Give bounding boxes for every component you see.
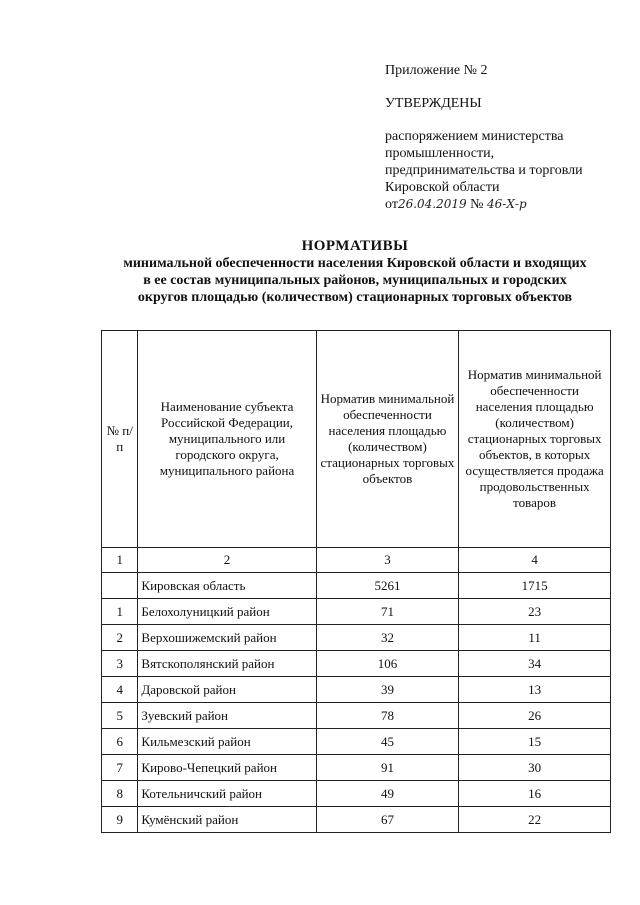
header-food-norm: Норматив минимальной обеспеченности населения площадью (количеством) стационарных торговых объектов, в которых осуществляется продажа продовольственных товаров xyxy=(459,331,611,548)
appendix-label: Приложение № 2 xyxy=(385,63,488,78)
table-row xyxy=(102,625,611,651)
row-total: 67 xyxy=(316,807,459,833)
row-number: 7 xyxy=(102,755,138,781)
row-food: 15 xyxy=(459,729,611,755)
row-name: Котельничский район xyxy=(138,781,316,807)
row-name: Кильмезский район xyxy=(138,729,316,755)
document-title: НОРМАТИВЫ xyxy=(301,238,409,254)
row-food: 34 xyxy=(459,651,611,677)
document-subtitle-line: в ее состав муниципальных районов, муниципальных и городских xyxy=(143,273,567,288)
row-number: 9 xyxy=(102,807,138,833)
table-row xyxy=(102,755,611,781)
row-total: 106 xyxy=(316,651,459,677)
row-food: 1715 xyxy=(459,573,611,599)
column-number: 4 xyxy=(459,548,611,573)
document-heading xyxy=(95,238,615,306)
table-row xyxy=(102,651,611,677)
approval-block xyxy=(385,62,625,213)
row-number xyxy=(102,573,138,599)
row-total: 39 xyxy=(316,677,459,703)
date-prefix: от xyxy=(385,197,398,212)
row-total: 71 xyxy=(316,599,459,625)
row-total: 78 xyxy=(316,703,459,729)
table-row xyxy=(102,599,611,625)
approval-line: промышленности, xyxy=(385,146,495,161)
norms-table xyxy=(101,330,611,833)
table-row xyxy=(102,677,611,703)
row-food: 22 xyxy=(459,807,611,833)
header-number: № п/п xyxy=(102,331,138,548)
row-total: 45 xyxy=(316,729,459,755)
handwritten-number: 46-Х-р xyxy=(487,197,527,211)
number-prefix: № xyxy=(470,197,484,212)
handwritten-date: 26.04.2019 xyxy=(397,197,467,211)
row-food: 11 xyxy=(459,625,611,651)
row-number: 2 xyxy=(102,625,138,651)
table-row xyxy=(102,781,611,807)
row-total: 32 xyxy=(316,625,459,651)
table-row xyxy=(102,703,611,729)
row-number: 5 xyxy=(102,703,138,729)
row-name: Даровской район xyxy=(138,677,316,703)
row-food: 16 xyxy=(459,781,611,807)
row-name: Кумёнский район xyxy=(138,807,316,833)
table-header-row xyxy=(102,331,611,548)
row-name: Вятскополянский район xyxy=(138,651,316,677)
row-name: Кирово-Чепецкий район xyxy=(138,755,316,781)
header-total-norm: Норматив минимальной обеспеченности населения площадью (количеством) стационарных торговых объектов xyxy=(316,331,459,548)
row-number: 6 xyxy=(102,729,138,755)
table-row xyxy=(102,807,611,833)
row-number: 4 xyxy=(102,677,138,703)
document-subtitle-line: минимальной обеспеченности населения Кировской области и входящих xyxy=(123,256,587,271)
column-numbers-row xyxy=(102,548,611,573)
approved-label: УТВЕРЖДЕНЫ xyxy=(385,96,482,111)
row-name: Зуевский район xyxy=(138,703,316,729)
table-row xyxy=(102,729,611,755)
approval-line: Кировской области xyxy=(385,180,500,195)
row-name: Кировская область xyxy=(138,573,316,599)
approval-line: предпринимательства и торговли xyxy=(385,163,583,178)
row-total: 91 xyxy=(316,755,459,781)
approval-line: распоряжением министерства xyxy=(385,129,564,144)
approval-date-line xyxy=(385,196,625,213)
column-number: 3 xyxy=(316,548,459,573)
row-food: 26 xyxy=(459,703,611,729)
row-number: 8 xyxy=(102,781,138,807)
row-food: 23 xyxy=(459,599,611,625)
row-name: Белохолуницкий район xyxy=(138,599,316,625)
row-number: 1 xyxy=(102,599,138,625)
document-subtitle-line: округов площадью (количеством) стационарных торговых объектов xyxy=(137,290,573,305)
header-name: Наименование субъекта Российской Федерации, муниципального или городского округа, муниципального района xyxy=(138,331,316,548)
row-number: 3 xyxy=(102,651,138,677)
row-name: Верхошижемский район xyxy=(138,625,316,651)
row-food: 13 xyxy=(459,677,611,703)
table-row xyxy=(102,573,611,599)
column-number: 2 xyxy=(138,548,316,573)
row-total: 5261 xyxy=(316,573,459,599)
row-total: 49 xyxy=(316,781,459,807)
column-number: 1 xyxy=(102,548,138,573)
row-food: 30 xyxy=(459,755,611,781)
